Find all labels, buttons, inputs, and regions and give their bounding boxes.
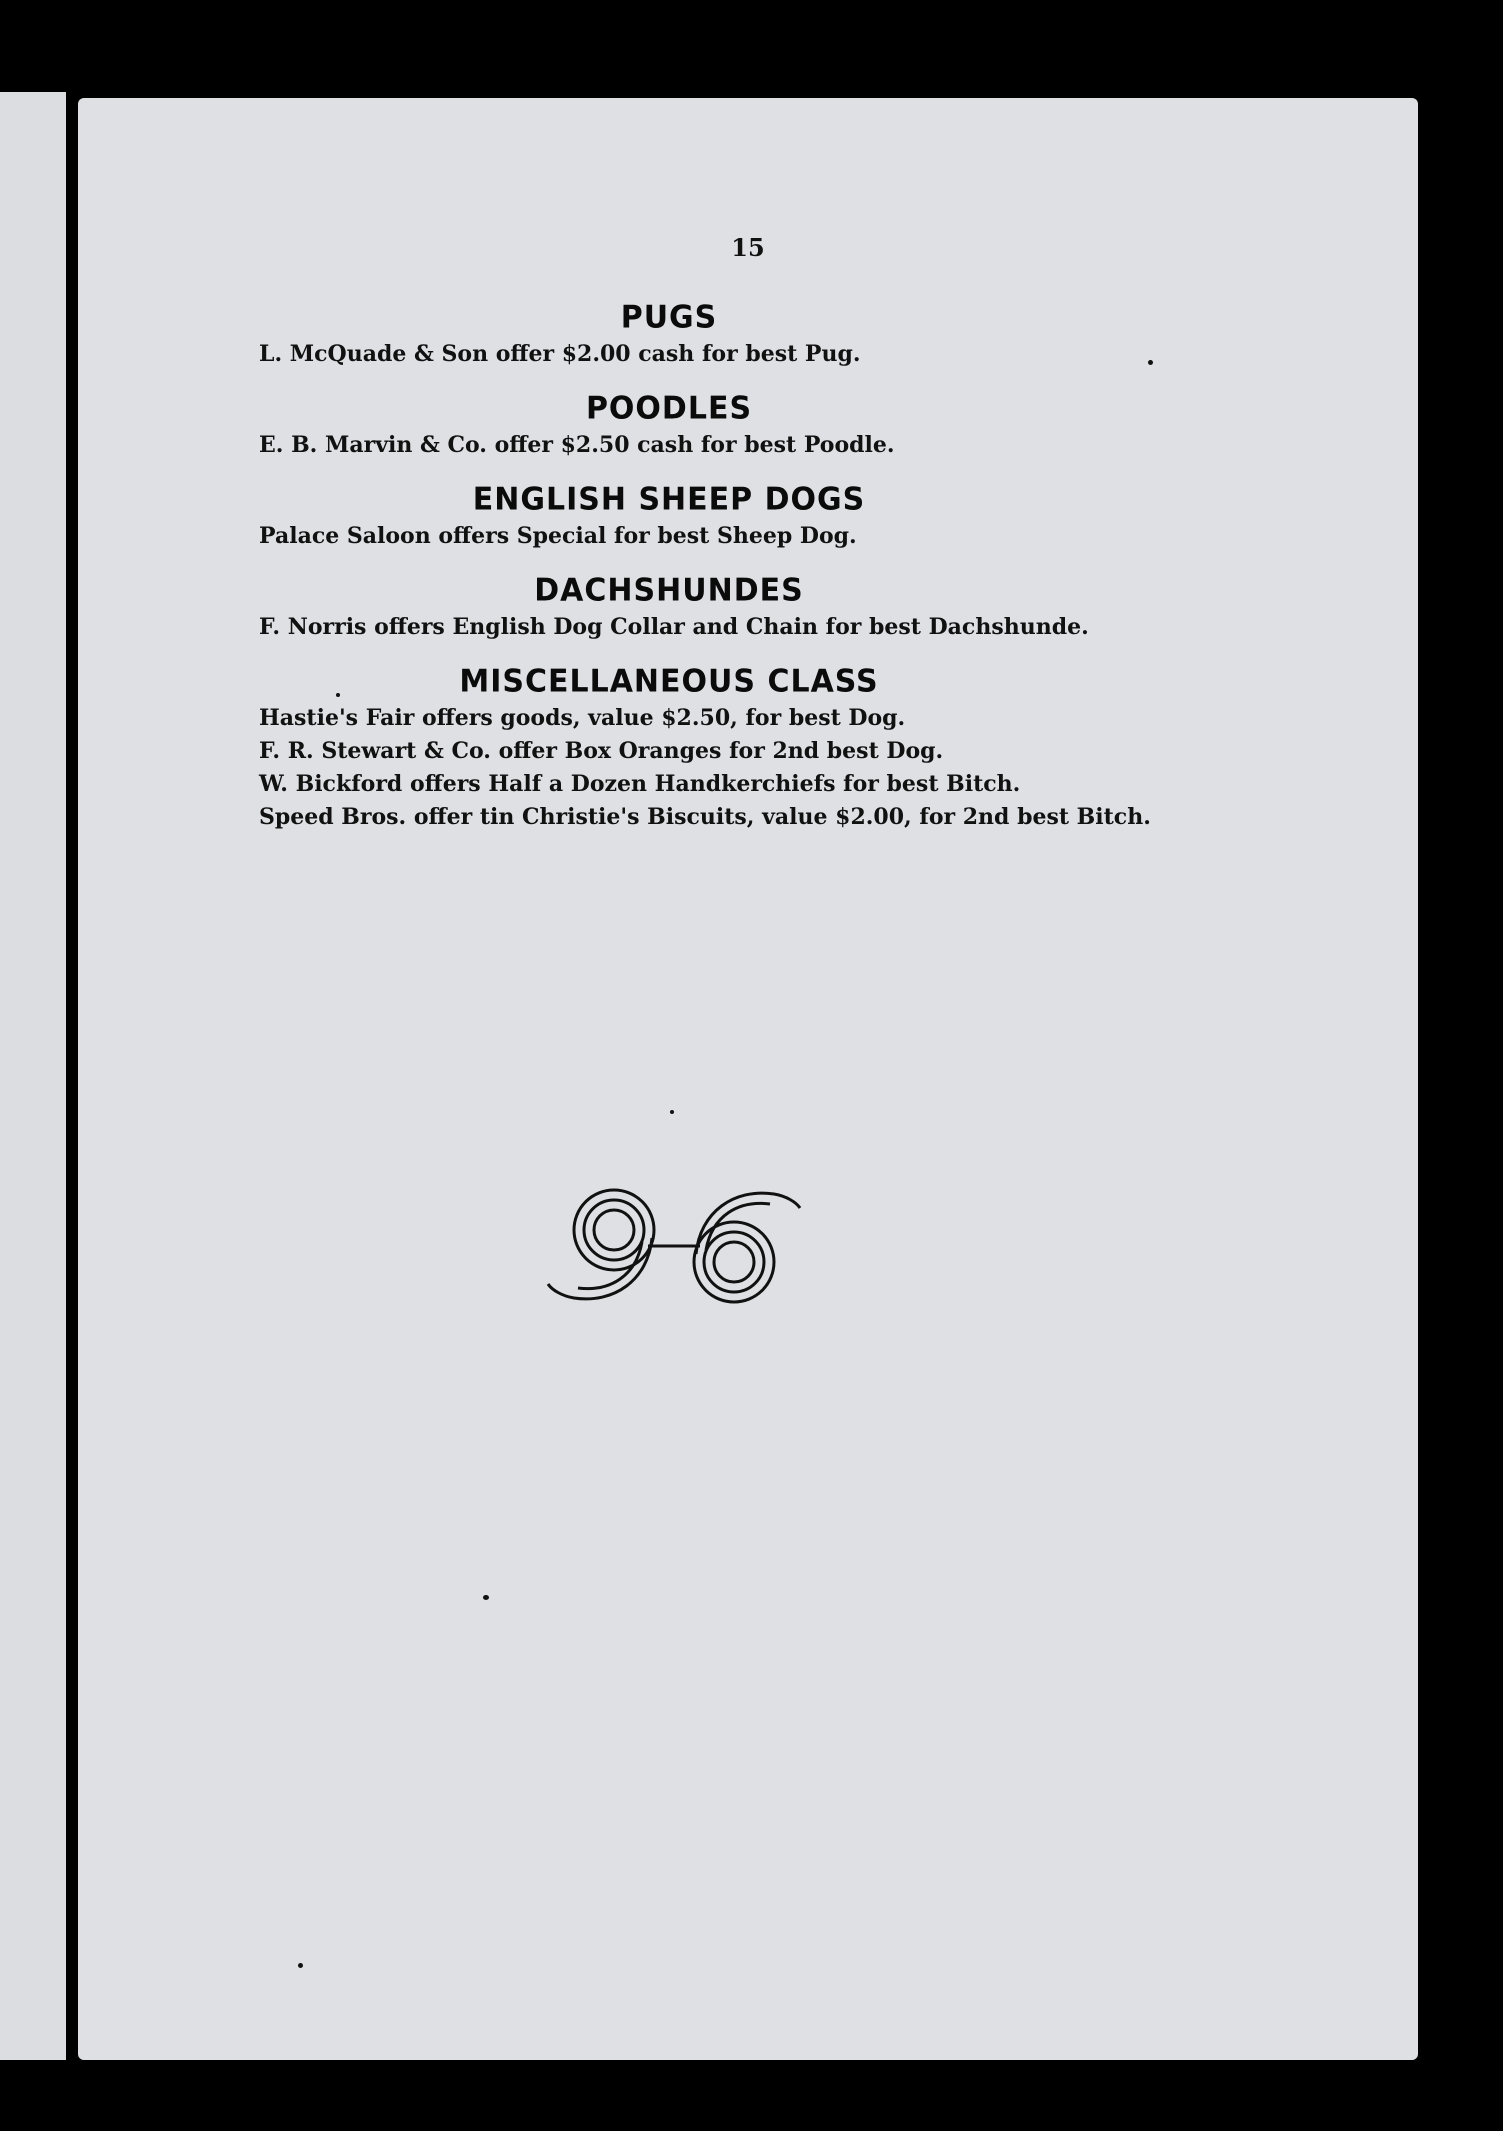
prize-line: Speed Bros. offer tin Christie's Biscuits, value $2.00, for 2nd best Bitch. xyxy=(259,804,1151,830)
section-heading: MISCELLANEOUS CLASS xyxy=(459,663,879,700)
prize-line: Hastie's Fair offers goods, value $2.50, for best Dog. xyxy=(259,705,906,731)
facing-page-edge xyxy=(0,92,66,2060)
section-dachshundes xyxy=(259,571,1259,644)
section-heading: ENGLISH SHEEP DOGS xyxy=(472,481,866,518)
prize-line: Palace Saloon offers Special for best Sheep Dog. xyxy=(259,523,857,549)
prize-line: L. McQuade & Son offer $2.00 cash for best Pug. xyxy=(259,341,861,367)
section-heading: DACHSHUNDES xyxy=(534,572,804,609)
speck xyxy=(1148,360,1153,365)
prize-line: F. Norris offers English Dog Collar and Chain for best Dachshunde. xyxy=(259,614,1089,640)
speck xyxy=(336,693,340,697)
background-edge xyxy=(1418,80,1503,2131)
book-page xyxy=(78,98,1418,2060)
prize-line: E. B. Marvin & Co. offer $2.50 cash for best Poodle. xyxy=(259,432,895,458)
ornamental-96-logo xyxy=(544,1180,804,1312)
speck xyxy=(298,1963,303,1968)
section-heading: PUGS xyxy=(620,299,718,336)
speck xyxy=(483,1595,489,1600)
prize-line: F. R. Stewart & Co. offer Box Oranges for 2nd best Dog. xyxy=(259,738,944,764)
section-miscellaneous-class xyxy=(259,662,1259,834)
prize-list xyxy=(259,298,1259,852)
section-heading: POODLES xyxy=(585,390,753,427)
prize-line: W. Bickford offers Half a Dozen Handkerchiefs for best Bitch. xyxy=(259,771,1021,797)
speck xyxy=(670,1110,674,1114)
section-poodles xyxy=(259,389,1259,462)
page-number: 15 xyxy=(731,233,765,262)
section-english-sheep-dogs xyxy=(259,480,1259,553)
section-pugs xyxy=(259,298,1259,371)
